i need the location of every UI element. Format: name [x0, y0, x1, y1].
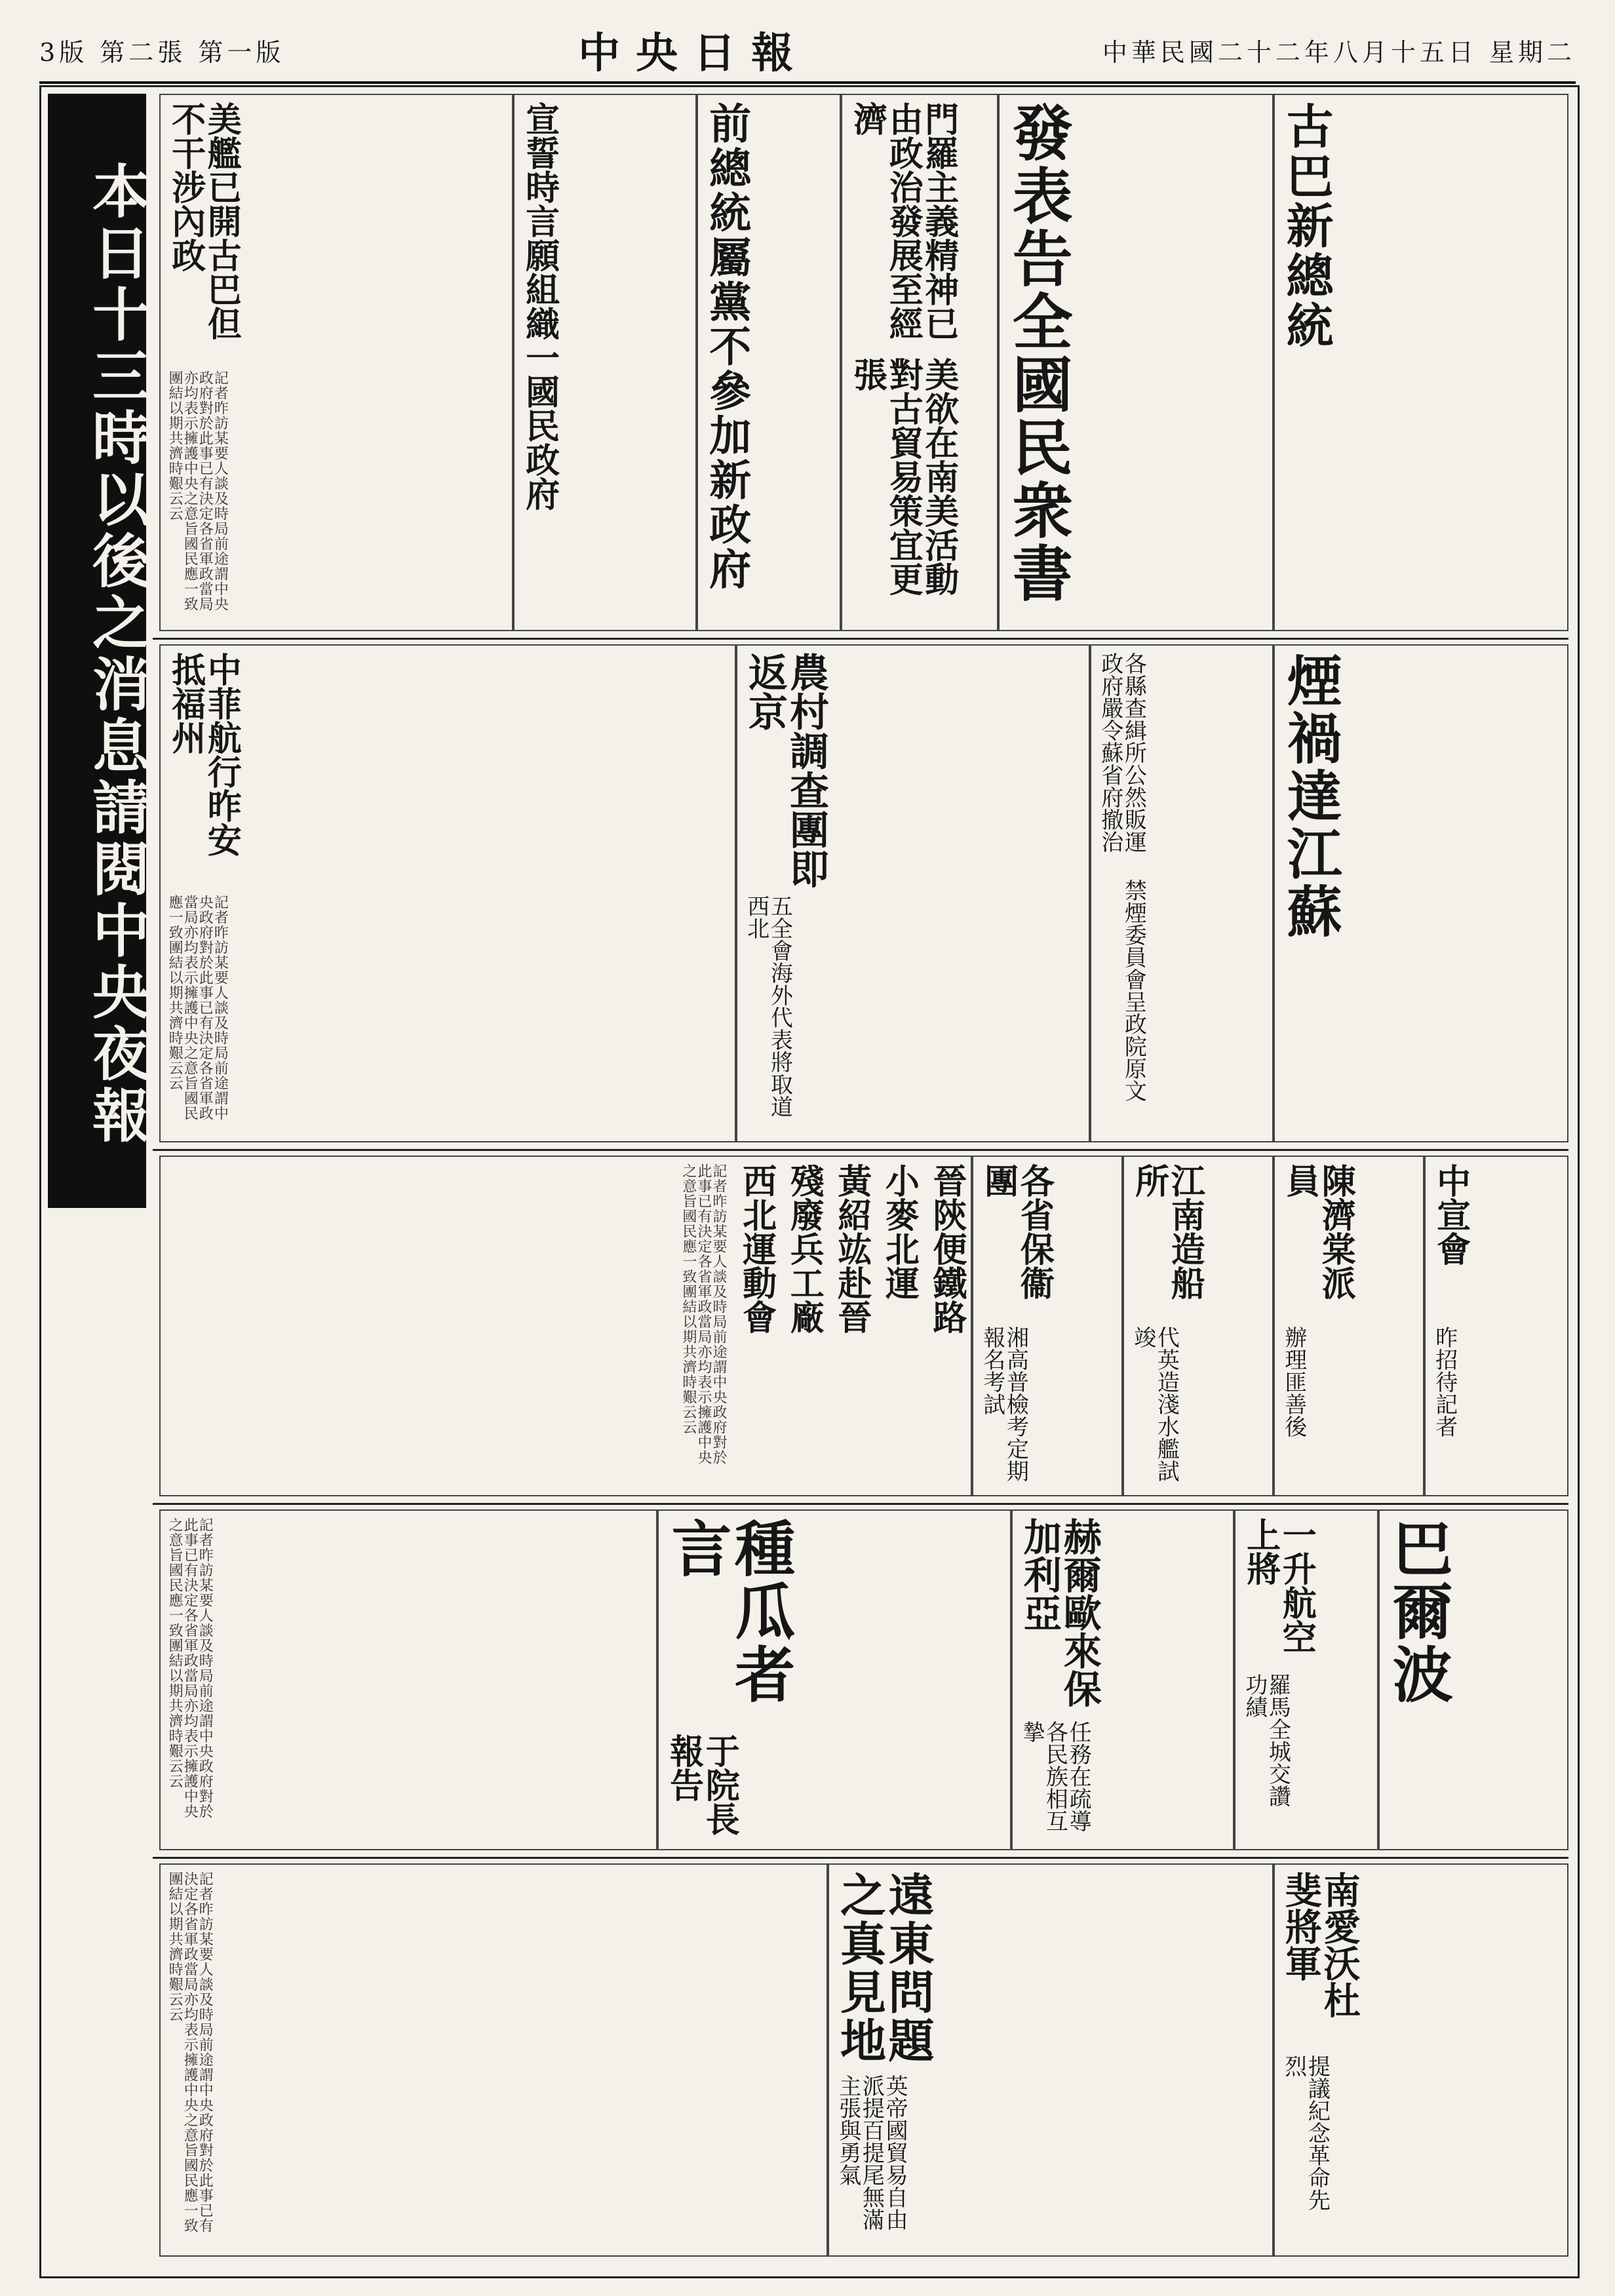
col-b-sub: 代英造淺水艦試竣	[1129, 1326, 1180, 1482]
bottom-mid-headline: 遠東問題之真見地	[832, 1871, 935, 2065]
mid-right-sub: 各縣查緝所公然販運 禁煙委員會呈政院原文 政府嚴令蘇省府撤治	[1097, 652, 1147, 1102]
col-c-title: 陳濟棠派員	[1279, 1163, 1356, 1300]
date-line: 中華民國二十二年八月十五日 星期二	[1102, 37, 1576, 67]
night-edition-box: 本日十三時以後之消息請閱中央夜報	[48, 94, 146, 1208]
mid-right-sub-block	[1090, 644, 1274, 1142]
lower-right-sub2: 羅馬全城交讚功績	[1241, 1673, 1291, 1807]
bottom-right-headline: 南愛沃杜斐將軍	[1279, 1871, 1361, 2018]
col-a	[972, 1156, 1123, 1496]
separator-4	[153, 1857, 1568, 1859]
col-c-sub: 辦理匪善後	[1280, 1326, 1307, 1437]
col-d	[1424, 1156, 1568, 1496]
top-right-title: 古巴新總統	[1278, 102, 1334, 351]
top-right-2-headline: 前總統屬黨不參加新政府	[702, 102, 752, 592]
top-right-headline: 發表告全國民衆書	[1002, 102, 1074, 605]
lower-mid-article	[1011, 1509, 1234, 1850]
separator-3	[153, 1503, 1568, 1505]
col-d-title: 中宣會	[1430, 1163, 1471, 1266]
lower-left-headline: 種瓜者言	[661, 1517, 796, 1706]
bottom-left-text: 記者昨訪某要人談及時局前途謂中央政府對於此事已有決定各省軍政當局亦均表示擁護中央之意旨國民應一致團結以期共濟時艱云云	[166, 1871, 214, 2233]
lower-left-text: 記者昨訪某要人談及時局前途謂中央政府對於此事已有決定各省軍政當局亦均表示擁護中央之意旨國民應一致團結以期共濟時艱云云	[166, 1517, 214, 1819]
top-left-headline: 美艦已開古巴但不干涉內政	[165, 102, 242, 340]
lower-right-sub-block	[1234, 1509, 1378, 1850]
mid-left-headline: 中菲航行昨安抵福州	[165, 652, 242, 857]
bottom-mid-article	[828, 1863, 1274, 2257]
top-right-headline-block	[998, 94, 1274, 631]
mid-right-headline: 煙禍達江蘇	[1278, 652, 1344, 941]
mid-mid-sub: 五全會海外代表將取道西北	[743, 895, 793, 1118]
lower-left-body	[159, 1509, 657, 1850]
top-right-2	[697, 94, 841, 631]
left-col-h1: 晉陝便鐵路	[927, 1163, 967, 1334]
separator-1	[153, 638, 1568, 640]
top-mid-headline: 宣誓時言願組織一國民政府	[519, 102, 560, 511]
lower-mid-headline: 赫爾歐來保加利亞	[1017, 1517, 1102, 1707]
mid-right-article	[1274, 644, 1568, 1142]
col-b-title: 江南造船所	[1129, 1163, 1205, 1300]
lower-left-article	[657, 1509, 1011, 1850]
left-col-body: 記者昨訪某要人談及時局前途謂中央政府對於此事已有決定各省軍政當局亦均表示擁護中央之意旨國民應一致團結以期共濟時艱云云	[680, 1163, 728, 1465]
left-columns	[159, 1156, 972, 1496]
mid-mid-article	[736, 644, 1090, 1142]
col-c	[1274, 1156, 1424, 1496]
lower-right-headline: 巴爾波	[1382, 1517, 1454, 1706]
bottom-left-body	[159, 1863, 828, 2257]
left-col-h2: 小麥北運	[879, 1163, 920, 1300]
col-d-sub: 昨招待記者	[1431, 1326, 1458, 1437]
left-col-h5: 西北運動會	[736, 1163, 777, 1334]
bottom-mid-sub: 英帝國貿易自由派提百提尾無滿主張與勇氣	[834, 2074, 908, 2230]
edition-label: 3版 第二張 第一版	[39, 37, 285, 67]
lower-right-article	[1378, 1509, 1568, 1850]
top-left-article	[159, 94, 513, 631]
top-mid-article	[513, 94, 697, 631]
paper-name: 中央日報	[578, 29, 809, 78]
lower-mid-sub: 任務在疏導各民族相互摯	[1018, 1721, 1092, 1832]
left-col-h3: 黃紹竑赴晉	[831, 1163, 872, 1334]
lower-right-sub: 一升航空上將	[1240, 1517, 1317, 1654]
col-a-title: 各省保衞團	[978, 1163, 1055, 1300]
top-right-subheads	[841, 94, 998, 631]
left-col-h4: 殘廢兵工廠	[784, 1163, 825, 1334]
bottom-right-article	[1274, 1863, 1568, 2257]
top-right-article	[1274, 94, 1568, 631]
mid-left-article	[159, 644, 736, 1142]
col-b	[1123, 1156, 1274, 1496]
lower-left-sub: 于院長報告	[663, 1734, 740, 1836]
mid-left-body: 記者昨訪某要人談及時局前途謂中央政府對於此事已有決定各省軍政當局亦均表示擁護中央之意旨國民應一致團結以期共濟時艱云云	[166, 895, 229, 1121]
newspaper-page	[39, 85, 1580, 2278]
top-right-sub2: 美欲在南美活動對古貿易策宜更張	[847, 357, 959, 596]
top-right-sub1: 門羅主義精神已由政治發展至經濟	[847, 102, 959, 340]
separator-2	[153, 1149, 1568, 1151]
top-left-body: 記者昨訪某要人談及時局前途謂中央政府對於此事已有決定各省軍政當局亦均表示擁護中央之意旨國民應一致團結以期共濟時艱云云	[166, 370, 229, 612]
mid-mid-headline: 農村調查團即返京	[742, 652, 829, 888]
col-a-sub: 湘高普檢考定期報名考試	[979, 1326, 1029, 1482]
masthead	[39, 18, 1576, 84]
bottom-right-sub: 提議紀念革命先烈	[1280, 2055, 1331, 2211]
